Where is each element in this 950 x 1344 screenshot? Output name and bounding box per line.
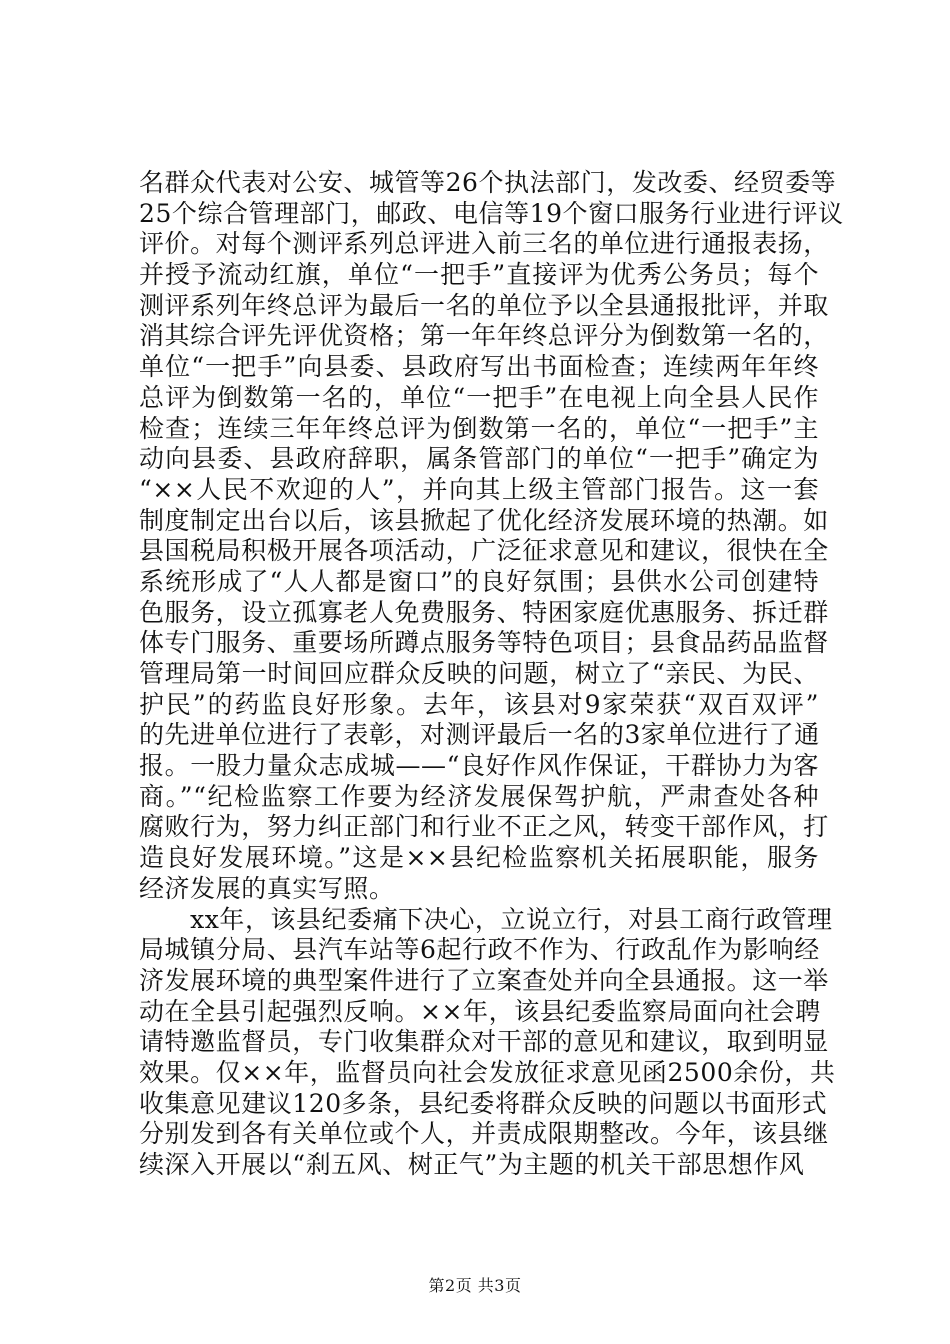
text-line: 评价。对每个测评系列总评进入前三名的单位进行通报表扬，: [139, 229, 829, 259]
text-line: 动向县委、县政府辞职，属条管部门的单位“一把手”确定为: [139, 444, 819, 474]
text-line: 腐败行为，努力纠正部门和行业不正之风，转变干部作风，打: [139, 812, 829, 842]
text-line: 体专门服务、重要场所蹲点服务等特色项目；县食品药品监督: [139, 628, 829, 658]
text-line: 制度制定出台以后，该县掀起了优化经济发展环境的热潮。如: [139, 505, 829, 535]
text-line: 县国税局积极开展各项活动，广泛征求意见和建议，很快在全: [139, 536, 829, 566]
text-line: 管理局第一时间回应群众反映的问题，树立了“亲民、为民、: [139, 659, 819, 688]
text-line: 色服务，设立孤寡老人免费服务、特困家庭优惠服务、拆迁群: [139, 597, 829, 627]
text-line: 护民”的药监良好形象。去年，该县对9家荣获“双百双评”: [139, 689, 819, 719]
text-line: 报。一股力量众志成城——“良好作风作保证，干群协力为客: [139, 751, 819, 781]
text-line: 收集意见建议120多条，县纪委将群众反映的问题以书面形式: [139, 1088, 828, 1118]
text-line: 动在全县引起强烈反响。××年，该县纪委监察局面向社会聘: [139, 996, 821, 1026]
text-line: 检查；连续三年年终总评为倒数第一名的，单位“一把手”主: [139, 413, 819, 443]
text-line: 效果。仅××年，监督员向社会发放征求意见函2500余份，共: [139, 1057, 836, 1087]
text-line: 并授予流动红旗，单位“一把手”直接评为优秀公务员；每个: [139, 260, 819, 290]
text-line: xx年，该县纪委痛下决心，立说立行，对县工商行政管理: [139, 904, 833, 934]
text-line: 经济发展的真实写照。: [139, 873, 395, 903]
text-line: 名群众代表对公安、城管等26个执法部门，发改委、经贸委等: [139, 168, 837, 197]
text-line: 商。”“纪检监察工作要为经济发展保驾护航，严肃查处各种: [139, 781, 819, 811]
text-line: 局城镇分局、县汽车站等6起行政不作为、行政乱作为影响经: [139, 935, 820, 965]
text-line: 单位“一把手”向县委、县政府写出书面检查；连续两年年终: [139, 352, 819, 382]
text-line: 25个综合管理部门，邮政、电信等19个窗口服务行业进行评议: [139, 198, 844, 228]
text-line: 造良好发展环境。”这是××县纪检监察机关拓展职能，服务: [139, 843, 819, 873]
text-line: 系统形成了“人人都是窗口”的良好氛围；县供水公司创建特: [139, 566, 819, 596]
text-line: 的先进单位进行了表彰，对测评最后一名的3家单位进行了通: [139, 720, 820, 750]
text-line: 分别发到各有关单位或个人，并责成限期整改。今年，该县继: [139, 1119, 829, 1149]
text-line: 续深入开展以“刹五风、树正气”为主题的机关干部思想作风: [139, 1150, 805, 1179]
text-line: “××人民不欢迎的人”，并向其上级主管部门报告。这一套: [139, 474, 819, 504]
text-line: 总评为倒数第一名的，单位“一把手”在电视上向全县人民作: [139, 382, 819, 412]
text-line: 消其综合评先评优资格；第一年年终总评分为倒数第一名的，: [139, 321, 829, 351]
text-line: 请特邀监督员，专门收集群众对干部的意见和建议，取到明显: [139, 1027, 829, 1057]
body-text: [139, 168, 844, 1181]
page-footer: 第2页 共3页: [428, 1276, 522, 1295]
text-line: 测评系列年终总评为最后一名的单位予以全县通报批评，并取: [139, 290, 829, 320]
text-line: 济发展环境的典型案件进行了立案查处并向全县通报。这一举: [139, 965, 829, 995]
